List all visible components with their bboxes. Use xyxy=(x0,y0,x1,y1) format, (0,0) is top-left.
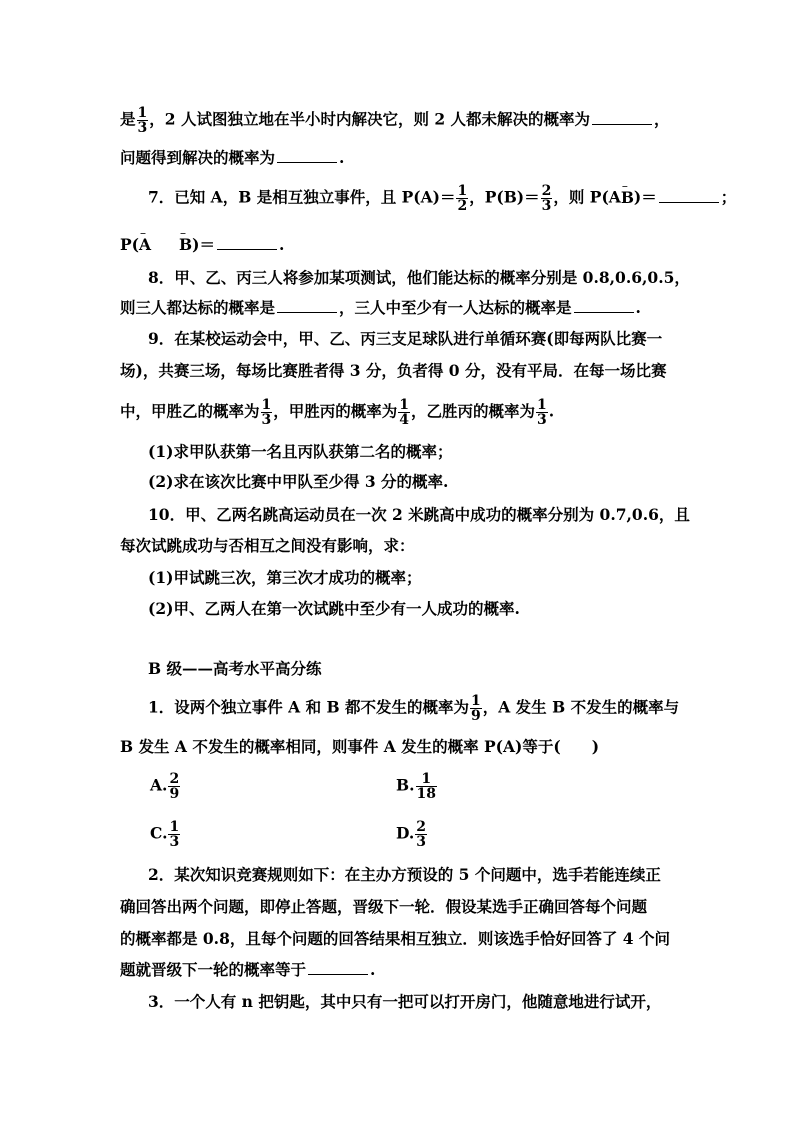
b-problem-2-line-1: 2．某次知识竞赛规则如下：在主办方预设的 5 个问题中，选手若能连续正 xyxy=(148,865,661,884)
option-d[interactable]: D. $\frac{2}{3}$ xyxy=(396,819,427,850)
complement-b: – B xyxy=(179,235,192,255)
problem-9-sub-1: (1)求甲队获第一名且丙队获第二名的概率； xyxy=(148,442,453,461)
problem-9-sub-2: (2)求在该次比赛中甲队至少得 3 分的概率. xyxy=(148,472,449,491)
fraction: $\frac{2}{9}$ xyxy=(169,771,180,802)
b-problem-3-line-1: 3．一个人有 n 把钥匙，其中只有一把可以打开房门，他随意地进行试开， xyxy=(148,992,662,1011)
complement-a: – A xyxy=(139,235,151,255)
fraction: $\frac{1}{18}$ xyxy=(416,771,436,802)
answer-blank[interactable] xyxy=(592,110,652,125)
problem-9-line-3: 中，甲胜乙的概率为 $\frac{1}{3}$ ，甲胜丙的概率为 $\frac{1}{4}$ ，乙胜丙的概率为 $\frac{1}{3}$ . xyxy=(120,397,555,428)
answer-blank[interactable] xyxy=(217,235,277,250)
b-problem-1-line-1: 1．设两个独立事件 A 和 B 都不发生的概率为 $\frac{1}{9}$ ，A 发生 B 不发生的概率与 xyxy=(148,693,680,724)
fraction: $\frac{2}{3}$ xyxy=(541,183,552,214)
problem-6-line-2: 问题得到解决的概率为 . xyxy=(120,148,345,167)
problem-10-sub-1: (1)甲试跳三次，第三次才成功的概率； xyxy=(148,568,422,587)
fraction: $\frac{2}{3}$ xyxy=(416,819,427,850)
b-problem-1-line-2: B 发生 A 不发生的概率相同，则事件 A 发生的概率 P(A)等于( ) xyxy=(120,737,600,756)
option-b[interactable]: B. $\frac{1}{18}$ xyxy=(396,771,436,802)
fraction: $\frac{1}{3}$ xyxy=(169,819,180,850)
problem-8-line-1: 8．甲、乙、丙三人将参加某项测试，他们能达标的概率分别是 0.8,0.6,0.5， xyxy=(148,268,690,287)
problem-7-line-1: 7．已知 A，B 是相互独立事件，且 P(A)＝ $\frac{1}{2}$ ，P(B)＝ $\frac{2}{3}$ ，则 P(A– B)＝ ； xyxy=(148,184,736,213)
problem-10-line-1: 10．甲、乙两名跳高运动员在一次 2 米跳高中成功的概率分别为 0.7,0.6，且 xyxy=(148,505,690,524)
answer-blank[interactable] xyxy=(308,960,368,975)
fraction: $\frac{1}{3}$ xyxy=(137,105,148,136)
answer-blank[interactable] xyxy=(277,298,337,313)
problem-10-line-2: 每次试跳成功与否相互之间没有影响，求： xyxy=(120,536,415,555)
problem-8-line-2: 则三人都达标的概率是 ，三人中至少有一人达标的概率是 . xyxy=(120,298,641,317)
b-problem-2-line-2: 确回答出两个问题，即停止答题，晋级下一轮．假设某选手正确回答每个问题 xyxy=(120,897,648,916)
problem-9-line-2: 场)，共赛三场，每场比赛胜者得 3 分，负者得 0 分，没有平局．在每一场比赛 xyxy=(120,361,667,380)
problem-7-line-2: P(– A– B)＝ . xyxy=(120,235,284,255)
fraction: $\frac{1}{3}$ xyxy=(261,397,272,428)
option-a[interactable]: A. $\frac{2}{9}$ xyxy=(150,771,180,802)
b-problem-2-line-4: 题就晋级下一轮的概率等于 . xyxy=(120,960,376,979)
fraction: $\frac{1}{4}$ xyxy=(399,397,410,428)
answer-blank[interactable] xyxy=(659,188,719,203)
answer-blank[interactable] xyxy=(574,298,634,313)
problem-10-sub-2: (2)甲、乙两人在第一次试跳中至少有一人成功的概率. xyxy=(148,599,520,618)
fraction: $\frac{1}{2}$ xyxy=(457,183,468,214)
complement-b: – B xyxy=(621,188,634,208)
option-c[interactable]: C. $\frac{1}{3}$ xyxy=(150,819,180,850)
answer-blank[interactable] xyxy=(277,148,337,163)
section-heading: B 级——高考水平高分练 xyxy=(148,659,322,678)
problem-9-line-1: 9．在某校运动会中，甲、乙、丙三支足球队进行单循环赛(即每两队比赛一 xyxy=(148,329,663,348)
fraction: $\frac{1}{9}$ xyxy=(471,693,481,724)
problem-6-line-1: 是 $\frac{1}{3}$ ，2 人试图独立地在半小时内解决它，则 2 人都未解决的概率为 ， xyxy=(120,105,670,136)
b-problem-2-line-3: 的概率都是 0.8，且每个问题的回答结果相互独立．则该选手恰好回答了 4 个问 xyxy=(120,929,670,948)
fraction: $\frac{1}{3}$ xyxy=(537,397,547,428)
